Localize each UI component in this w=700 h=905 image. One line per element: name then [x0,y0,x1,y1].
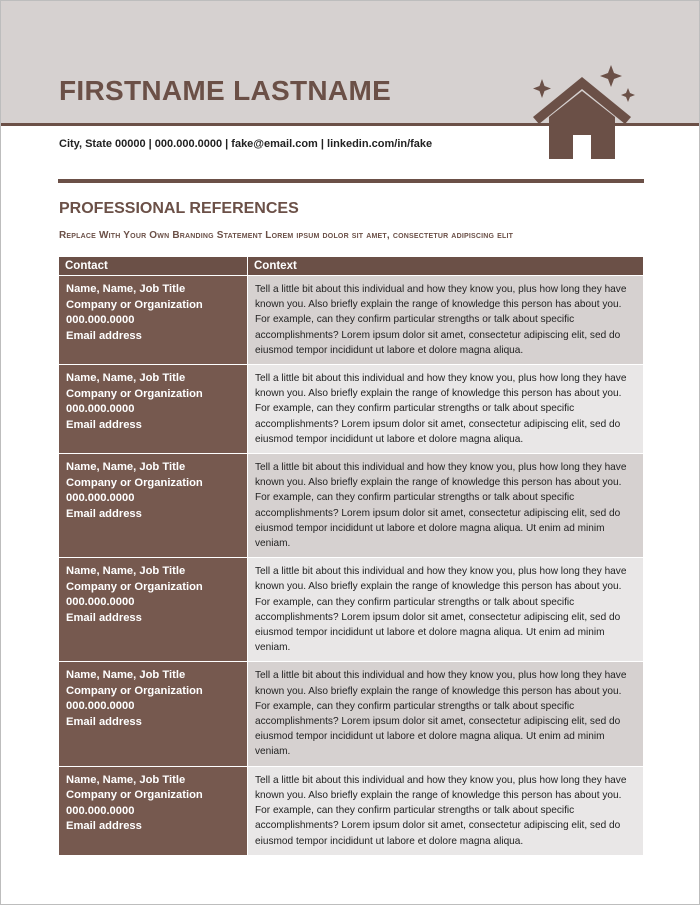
references-table [59,257,643,856]
reference-name: Name, Name, Job Title [66,283,186,295]
reference-phone: 000.000.0000 [66,596,135,609]
table-row [59,662,643,766]
reference-phone: 000.000.0000 [66,492,135,505]
contact-info-line: City, State 00000 | 000.000.0000 | fake@email.com | linkedin.com/in/fake [59,138,433,150]
branding-statement: Replace With Your Own Branding Statement Lorem ipsum dolor sit amet, consectetur adipiscing elit [59,230,514,241]
reference-company: Company or Organization [66,298,203,311]
reference-name: Name, Name, Job Title [66,461,186,474]
table-row [59,365,643,454]
reference-context-cell: Tell a little bit about this individual and how they know you, plus how long they have known you. Also briefly explain the range of knowledge this person has about you. For example, can they confirm particular strengths or talk about specific accomplishments? Lorem ipsum dolor sit amet, consectetur adipiscing elit, sed do eiusmod tempor incididunt ut labore et dolore magna aliqua. Ut enim ad minim veniam. [248,662,643,765]
reference-company: Company or Organization [66,476,203,489]
reference-context-cell: Tell a little bit about this individual and how they know you, plus how long they have known you. Also briefly explain the range of knowledge this person has about you. For example, can they confirm particular strengths or talk about specific accomplishments? Lorem ipsum dolor sit amet, consectetur adipiscing elit, sed do eiusmod tempor incididunt ut labore et dolore magna aliqua. [248,276,643,364]
reference-company: Company or Organization [66,684,203,697]
table-row [59,558,643,662]
section-title: PROFESSIONAL REFERENCES [59,200,299,217]
reference-context-cell: Tell a little bit about this individual and how they know you, plus how long they have known you. Also briefly explain the range of knowledge this person has about you. For example, can they confirm particular strengths or talk about specific accomplishments? Lorem ipsum dolor sit amet, consectetur adipiscing elit, sed do eiusmod tempor incididunt ut labore et dolore magna aliqua. [248,767,643,855]
reference-email: Email address [66,820,142,833]
reference-contact-cell [59,662,248,765]
reference-contact-cell [59,454,248,557]
reference-phone: 000.000.0000 [66,314,135,326]
reference-email: Email address [66,418,142,431]
reference-company: Company or Organization [66,580,203,593]
table-row [59,767,643,856]
reference-email: Email address [66,715,142,728]
reference-contact-cell [59,276,248,364]
reference-contact-cell [59,365,248,453]
reference-email: Email address [66,611,142,624]
candidate-name: FIRSTNAME LASTNAME [59,75,392,106]
reference-company: Company or Organization [66,789,203,802]
reference-context-cell: Tell a little bit about this individual and how they know you, plus how long they have known you. Also briefly explain the range of knowledge this person has about you. For example, can they confirm particular strengths or talk about specific accomplishments? Lorem ipsum dolor sit amet, consectetur adipiscing elit, sed do eiusmod tempor incididunt ut labore et dolore magna aliqua. [248,365,643,453]
reference-phone: 000.000.0000 [66,700,135,713]
reference-email: Email address [66,329,142,342]
reference-name: Name, Name, Job Title [66,669,186,682]
reference-company: Company or Organization [66,387,203,400]
reference-context-cell: Tell a little bit about this individual and how they know you, plus how long they have known you. Also briefly explain the range of knowledge this person has about you. For example, can they confirm particular strengths or talk about specific accomplishments? Lorem ipsum dolor sit amet, consectetur adipiscing elit, sed do eiusmod tempor incididunt ut labore et dolore magna aliqua. Ut enim ad minim veniam. [248,454,643,557]
house-with-sparkles-icon [529,61,639,161]
reference-name: Name, Name, Job Title [66,773,186,786]
reference-email: Email address [66,507,142,520]
table-row [59,454,643,558]
reference-contact-cell [59,767,248,855]
column-header-context: Context [254,260,297,272]
reference-contact-cell [59,558,248,661]
reference-name: Name, Name, Job Title [66,565,186,578]
column-header-contact: Contact [59,257,248,275]
table-row [59,276,643,365]
table-header [59,257,643,276]
reference-context-cell: Tell a little bit about this individual and how they know you, plus how long they have known you. Also briefly explain the range of knowledge this person has about you. For example, can they confirm particular strengths or talk about specific accomplishments? Lorem ipsum dolor sit amet, consectetur adipiscing elit, sed do eiusmod tempor incididunt ut labore et dolore magna aliqua. Ut enim ad minim veniam. [248,558,643,661]
reference-name: Name, Name, Job Title [66,372,186,385]
reference-phone: 000.000.0000 [66,403,135,416]
reference-phone: 000.000.0000 [66,804,135,817]
section-divider [58,179,644,183]
